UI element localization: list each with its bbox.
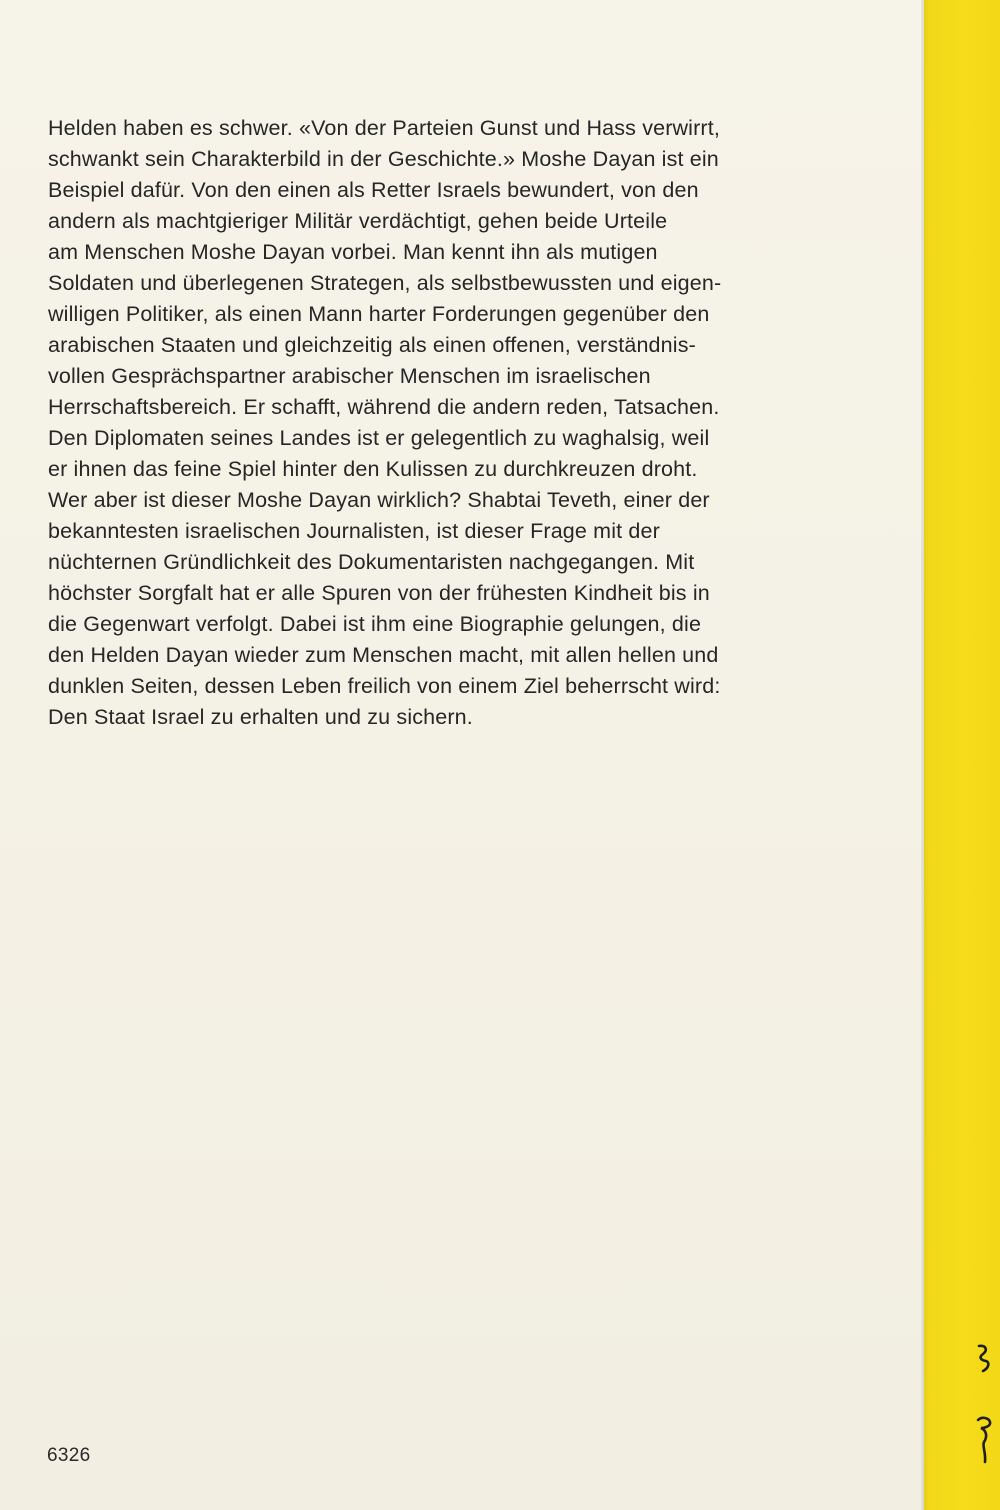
spine-lettering-icon <box>974 1342 994 1482</box>
blurb-line: nüchternen Gründlichkeit des Dokumentaristen nachgegangen. Mit <box>48 550 695 574</box>
blurb-line: schwankt sein Charakterbild in der Geschichte.» Moshe Dayan ist ein <box>48 147 719 171</box>
blurb-line: Helden haben es schwer. «Von der Parteien Gunst und Hass verwirrt, <box>48 116 720 140</box>
blurb-line: vollen Gesprächspartner arabischer Menschen im israelischen <box>48 364 651 388</box>
blurb-line: arabischen Staaten und gleichzeitig als einen offenen, verständnis- <box>48 333 696 357</box>
blurb-line: Den Diplomaten seines Landes ist er gelegentlich zu waghalsig, weil <box>48 426 710 450</box>
blurb-line: andern als machtgieriger Militär verdächtigt, gehen beide Urteile <box>48 209 668 233</box>
blurb-line: am Menschen Moshe Dayan vorbei. Man kennt ihn als mutigen <box>48 240 658 264</box>
catalog-number: 6326 <box>47 1445 91 1466</box>
book-spine <box>924 0 1000 1510</box>
blurb-line: Den Staat Israel zu erhalten und zu sichern. <box>48 705 473 729</box>
blurb-line: den Helden Dayan wieder zum Menschen macht, mit allen hellen und <box>48 643 719 667</box>
blurb-line: dunklen Seiten, dessen Leben freilich von einem Ziel beherrscht wird: <box>48 674 721 698</box>
blurb-line: Beispiel dafür. Von den einen als Retter Israels bewundert, von den <box>48 178 699 202</box>
blurb-line: er ihnen das feine Spiel hinter den Kulissen zu durchkreuzen droht. <box>48 457 698 481</box>
blurb-line: Soldaten und überlegenen Strategen, als selbstbewussten und eigen- <box>48 271 722 295</box>
blurb-line: Wer aber ist dieser Moshe Dayan wirklich? Shabtai Teveth, einer der <box>48 488 710 512</box>
blurb-line: die Gegenwart verfolgt. Dabei ist ihm eine Biographie gelungen, die <box>48 612 702 636</box>
blurb-line: bekanntesten israelischen Journalisten, ist dieser Frage mit der <box>48 519 660 543</box>
blurb-line: willigen Politiker, als einen Mann harter Forderungen gegenüber den <box>48 302 710 326</box>
blurb-text <box>48 113 868 733</box>
blurb-line: Herrschaftsbereich. Er schafft, während die andern reden, Tatsachen. <box>48 395 720 419</box>
blurb-line: höchster Sorgfalt hat er alle Spuren von der frühesten Kindheit bis in <box>48 581 710 605</box>
